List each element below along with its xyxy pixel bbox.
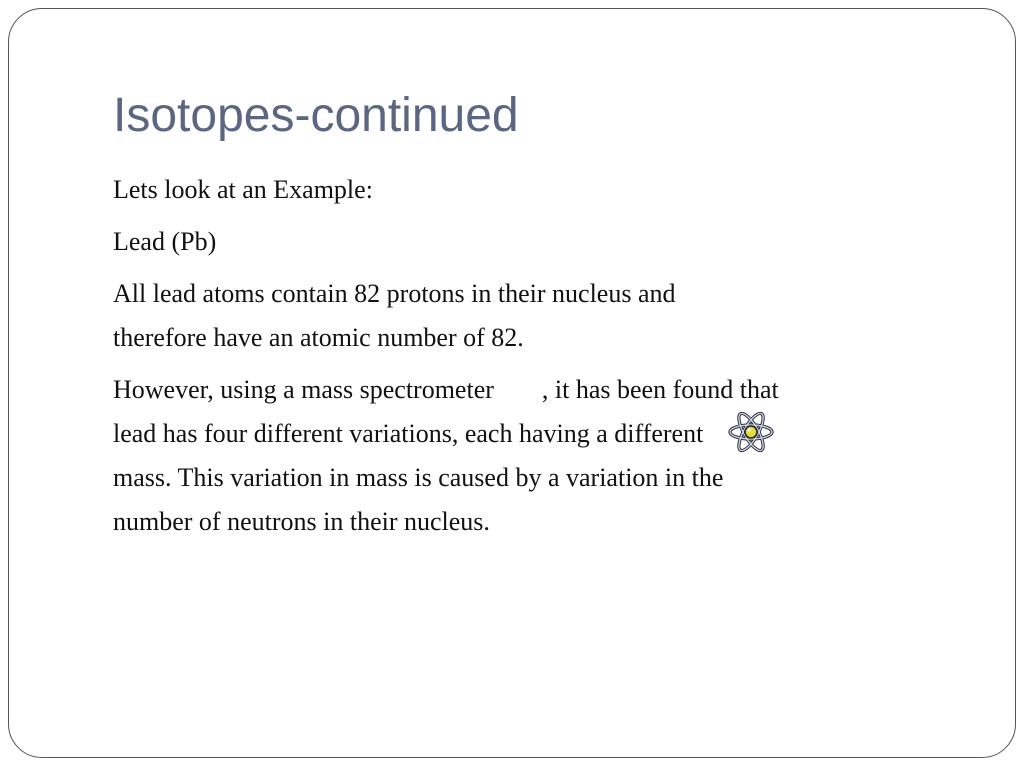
atom-icon [728,410,774,454]
slide-title: Isotopes-continued [113,89,519,142]
text-line: All lead atoms contain 82 protons in their nucleus and [113,279,676,308]
paragraph-protons [113,272,973,360]
text-line: mass. This variation in mass is caused by a variation in the [113,463,724,492]
text-line: Lets look at an Example: [113,175,373,204]
paragraph-lead [113,220,973,264]
text-line: lead has four different variations, each having a different [113,419,704,448]
paragraph-mass-spectrometer [113,368,973,544]
text-fragment: , it has been found that [541,375,779,404]
text-fragment: However, using a mass spectrometer [113,375,494,404]
paragraph-example [113,168,973,212]
slide-body [113,168,973,552]
text-line: Lead (Pb) [113,227,217,256]
text-line: number of neutrons in their nucleus. [113,507,490,536]
text-line: therefore have an atomic number of 82. [113,323,524,352]
text-line [113,368,973,412]
